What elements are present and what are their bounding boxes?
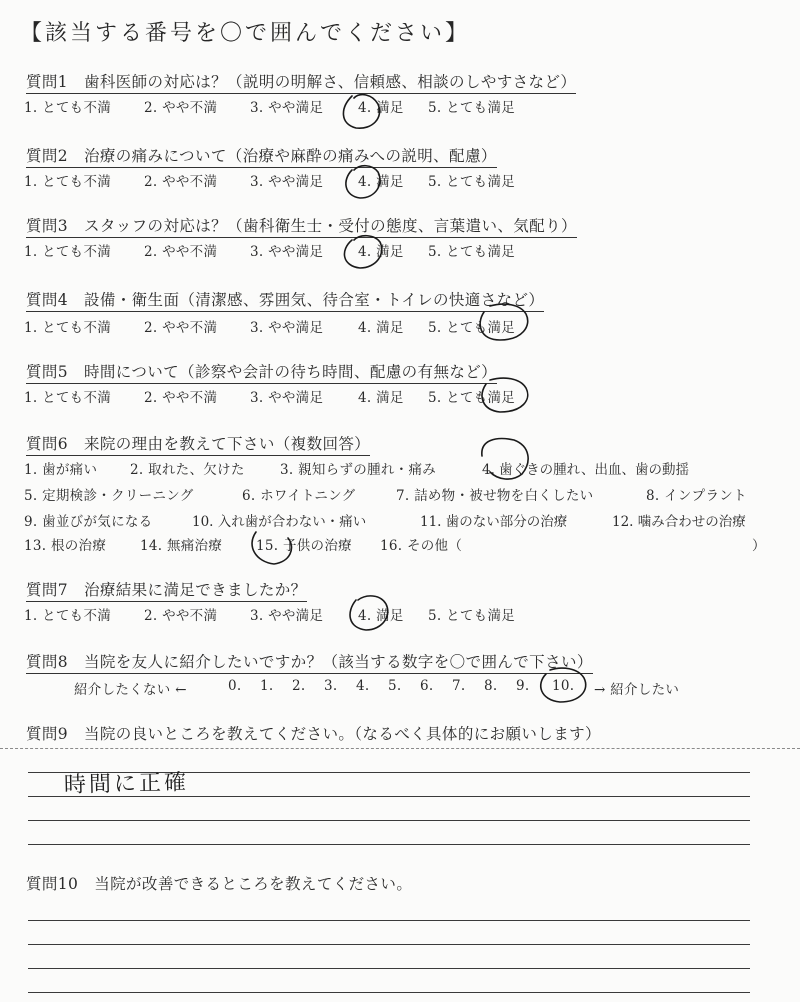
option-3[interactable]: 3. やや満足 [250,100,324,116]
option-5[interactable]: 5. とても満足 [428,320,516,336]
option-4[interactable]: 4. 満足 [358,174,404,190]
answer-line [28,944,750,945]
option-3[interactable]: 3. やや満足 [250,320,324,336]
question-4-title: 質問4 設備・衛生面（清潔感、雰囲気、待合室・トイレの快適さなど） [26,288,544,312]
option-1[interactable]: 1. とても不満 [24,390,112,406]
option-1[interactable]: 1. とても不満 [24,100,112,116]
question-7-title: 質問7 治療結果に満足できましたか？ [26,578,307,602]
reason-9[interactable]: 9. 歯並びが気になる [24,514,153,530]
reason-16[interactable]: 16. その他（ [380,538,463,554]
option-5[interactable]: 5. とても満足 [428,100,516,116]
form-title: 【該当する番号を〇で囲んでください】 [20,21,471,46]
option-1[interactable]: 1. とても不満 [24,174,112,190]
scale-9[interactable]: 9. [516,678,530,694]
reason-13[interactable]: 13. 根の治療 [24,538,107,554]
scale-10[interactable]: 10. [552,678,575,694]
answer-line [28,820,750,821]
option-2[interactable]: 2. やや不満 [144,608,218,624]
option-2[interactable]: 2. やや不満 [144,100,218,116]
question-10-title: 質問10 当院が改善できるところを教えてください。 [26,875,413,893]
option-5[interactable]: 5. とても満足 [428,390,516,406]
scale-8[interactable]: 8. [484,678,498,694]
option-5[interactable]: 5. とても満足 [428,608,516,624]
reason-16-close: ） [752,538,766,554]
option-5[interactable]: 5. とても満足 [428,174,516,190]
scale-2[interactable]: 2. [292,678,306,694]
reason-12[interactable]: 12. 噛み合わせの治療 [612,514,746,530]
reason-7[interactable]: 7. 詰め物・被せ物を白くしたい [396,488,594,504]
question-3-title: 質問3 スタッフの対応は？（歯科衛生士・受付の態度、言葉遣い、気配り） [26,214,577,238]
answer-line [28,844,750,845]
answer-line [28,920,750,921]
option-2[interactable]: 2. やや不満 [144,244,218,260]
scale-3[interactable]: 3. [324,678,338,694]
scale-1[interactable]: 1. [260,678,274,694]
option-4[interactable]: 4. 満足 [358,390,404,406]
scale-0[interactable]: 0. [228,678,242,694]
question-2-title: 質問2 治療の痛みについて（治療や麻酔の痛みへの説明、配慮） [26,144,497,168]
reason-3[interactable]: 3. 親知らずの腫れ・痛み [280,462,437,478]
scale-4[interactable]: 4. [356,678,370,694]
reason-15[interactable]: 15. 子供の治療 [256,538,352,554]
reason-6[interactable]: 6. ホワイトニング [242,488,356,504]
question-8-title: 質問8 当院を友人に紹介したいですか？（該当する数字を〇で囲んで下さい） [26,650,593,674]
scale-6[interactable]: 6. [420,678,434,694]
answer-line [28,968,750,969]
reason-11[interactable]: 11. 歯のない部分の治療 [420,514,568,530]
reason-2[interactable]: 2. 取れた、欠けた [130,462,245,478]
reason-4[interactable]: 4. 歯ぐきの腫れ、出血、歯の動揺 [482,462,689,478]
question-1-title: 質問1 歯科医師の対応は？（説明の明解さ、信頼感、相談のしやすさなど） [26,70,576,94]
question-6-title: 質問6 来院の理由を教えて下さい（複数回答） [26,432,370,456]
scale-5[interactable]: 5. [388,678,402,694]
option-3[interactable]: 3. やや満足 [250,244,324,260]
question-9-answer[interactable]: 時間に正確 [63,770,190,798]
option-4[interactable]: 4. 満足 [358,244,404,260]
question-9-title: 質問9 当院の良いところを教えてください。（なるべく具体的にお願いします） [26,725,601,743]
option-3[interactable]: 3. やや満足 [250,608,324,624]
question-5-title: 質問5 時間について（診察や会計の待ち時間、配慮の有無など） [26,360,497,384]
option-3[interactable]: 3. やや満足 [250,174,324,190]
option-2[interactable]: 2. やや不満 [144,390,218,406]
scale-right-label: → 紹介したい [594,682,680,698]
option-1[interactable]: 1. とても不満 [24,320,112,336]
option-5[interactable]: 5. とても満足 [428,244,516,260]
option-4[interactable]: 4. 満足 [358,320,404,336]
option-2[interactable]: 2. やや不満 [144,174,218,190]
reason-5[interactable]: 5. 定期検診・クリーニング [24,488,194,504]
answer-line [28,992,750,993]
option-3[interactable]: 3. やや満足 [250,390,324,406]
option-1[interactable]: 1. とても不満 [24,608,112,624]
option-1[interactable]: 1. とても不満 [24,244,112,260]
option-2[interactable]: 2. やや不満 [144,320,218,336]
option-4[interactable]: 4. 満足 [358,608,404,624]
reason-10[interactable]: 10. 入れ歯が合わない・痛い [192,514,367,530]
reason-1[interactable]: 1. 歯が痛い [24,462,98,478]
reason-14[interactable]: 14. 無痛治療 [140,538,223,554]
scale-left-label: 紹介したくない ← [74,682,187,698]
option-4[interactable]: 4. 満足 [358,100,404,116]
reason-8[interactable]: 8. インプラント [646,488,747,504]
fold-line [0,748,800,749]
scale-7[interactable]: 7. [452,678,466,694]
